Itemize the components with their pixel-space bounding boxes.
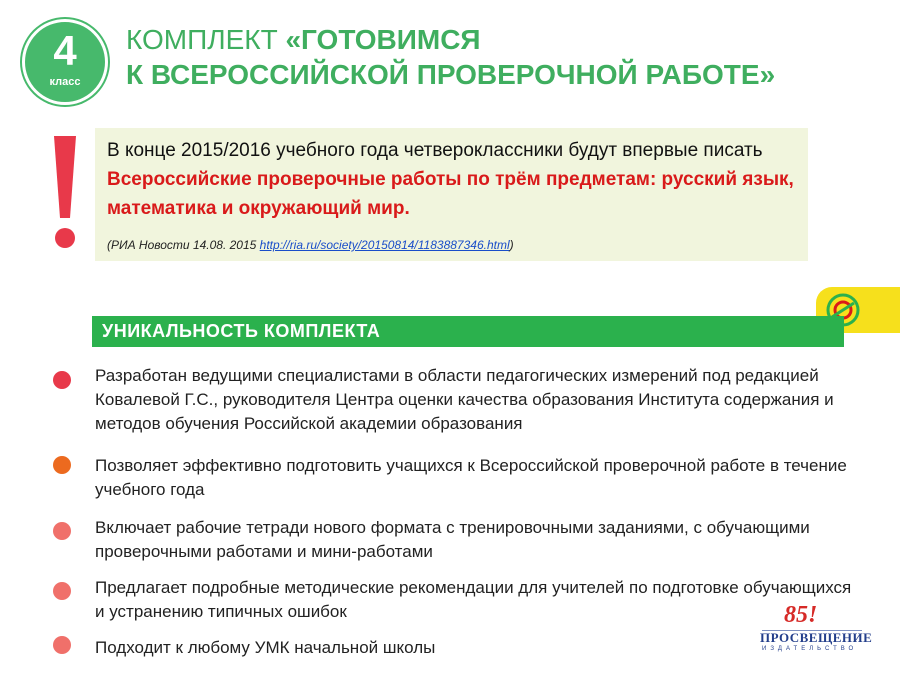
bullet-icon [53,456,71,474]
bullet-icon [53,522,71,540]
grade-number: 4 [53,27,77,74]
logo-subtitle: ИЗДАТЕЛЬСТВО [762,646,858,652]
grade-label: класс [49,76,81,88]
source-prefix: (РИА Новости 14.08. 2015 [107,238,260,252]
logo-anniversary: 85! [784,602,818,628]
notice-text [107,136,802,223]
notice-source [107,238,514,252]
publisher-logo [760,602,873,656]
list-item: Предлагает подробные методические рекомендации для учителей по подготовке обучающихся и устранению типичных ошибок [95,578,852,621]
notice-intro: В конце 2015/2016 учебного года четвероклассники будут впервые писать [107,140,763,161]
bullet-icon [53,371,71,389]
notice-highlight: Всероссийские проверочные работы по трём предметам: русский язык, математика и окружающий мир. [107,169,794,219]
list-item: Подходит к любому УМК начальной школы [95,638,436,657]
exclamation-icon [42,132,88,252]
title-line1-bold: «ГОТОВИМСЯ [285,24,481,55]
source-suffix: ) [509,238,514,252]
logo-name: ПРОСВЕЩЕНИЕ [760,630,873,645]
list-item: Позволяет эффективно подготовить учащихся к Всероссийской проверочной работе в течение учебного года [95,456,847,499]
notice-box [95,128,808,261]
grade-badge [22,19,108,105]
list-item: Включает рабочие тетради нового формата с тренировочными заданиями, с обучающими проверочными работами и мини-работами [95,518,810,561]
section-banner [92,316,844,347]
source-link[interactable]: http://ria.ru/society/20150814/1183887346.html [259,238,510,252]
page-title [126,22,866,92]
section-banner-label: УНИКАЛЬНОСТЬ КОМПЛЕКТА [102,321,381,341]
title-line2: К ВСЕРОССИЙСКОЙ ПРОВЕРОЧНОЙ РАБОТЕ» [126,59,776,90]
title-line1-normal: КОМПЛЕКТ [126,24,278,55]
bullet-icon [53,582,71,600]
list-item: Разработан ведущими специалистами в области педагогических измерений под редакцией Ковалевой Г.С., руководителя Центра оценки качества образования Института содержания и методов обучения Российской академии образования [95,366,834,433]
bullet-icon [53,636,71,654]
